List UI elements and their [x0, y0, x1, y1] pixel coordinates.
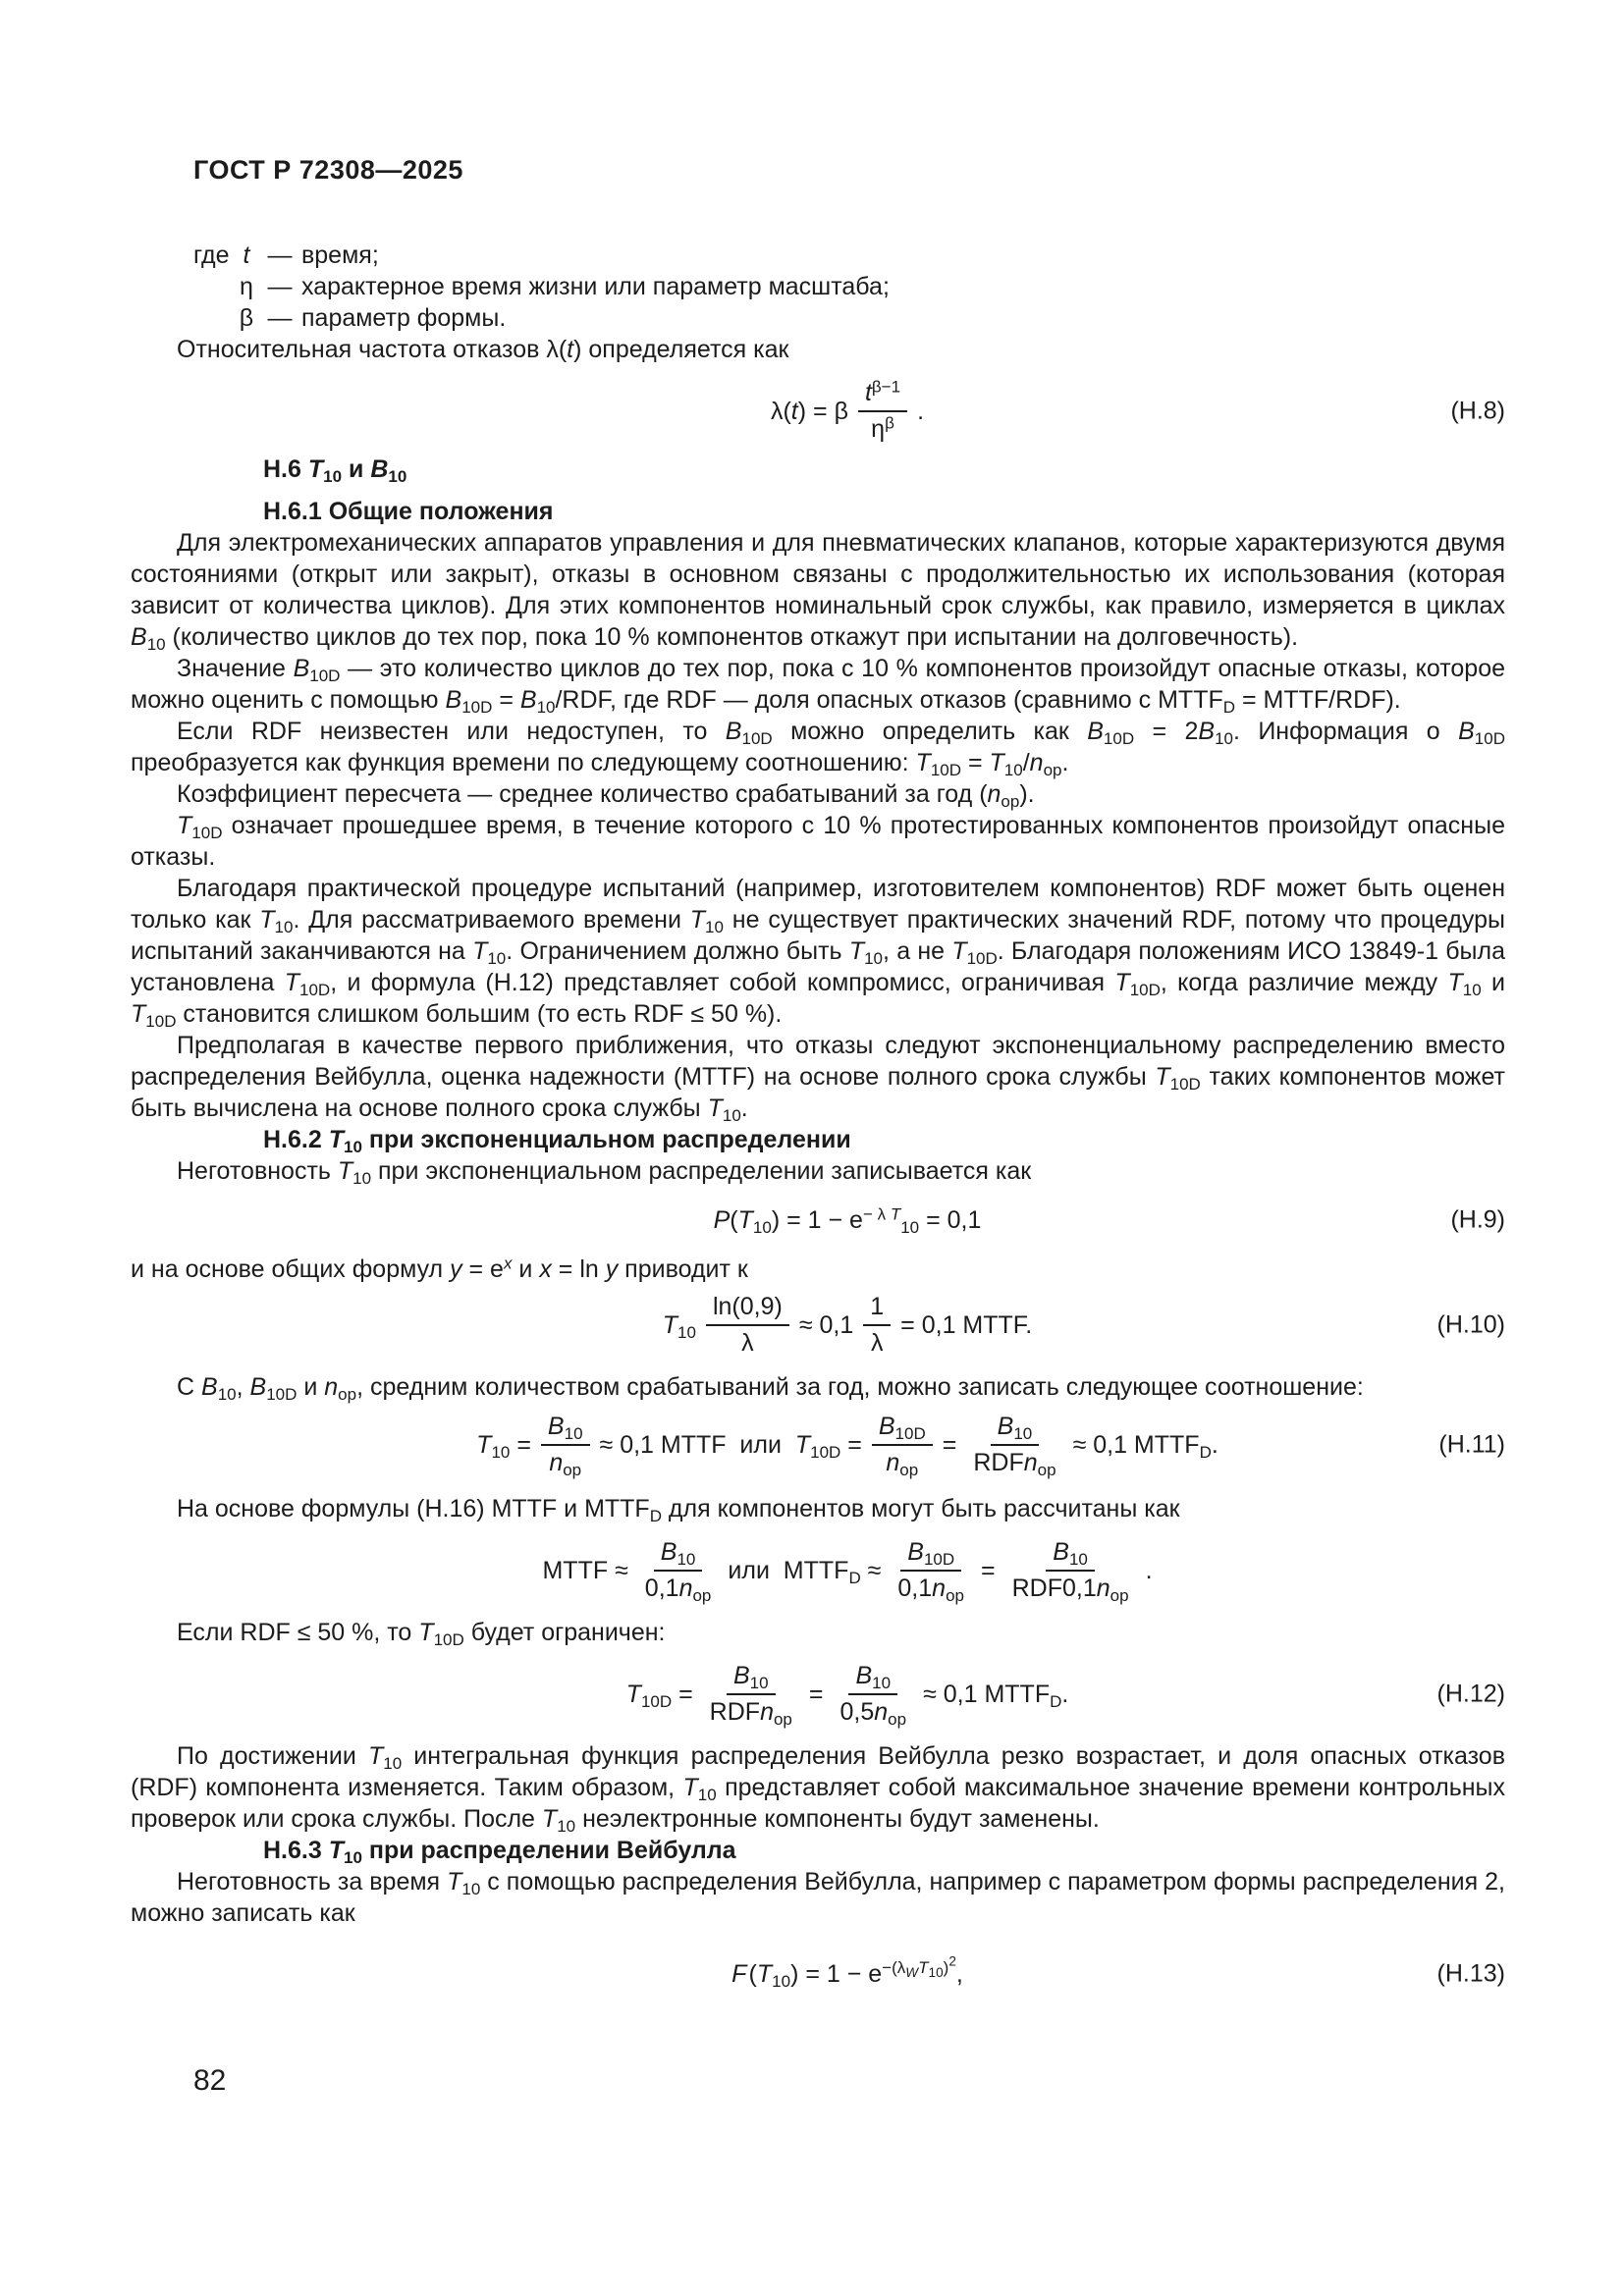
definition-list: [193, 240, 1505, 334]
fraction-denominator: RDFn$_{ор}$: [709, 1698, 792, 1729]
fraction: [706, 1293, 789, 1358]
formula-h8-body: [771, 379, 924, 444]
formula-token: .: [917, 397, 925, 425]
formula-token: =: [942, 1430, 957, 1459]
formula-h11-body: [476, 1413, 1218, 1477]
definition-intro: где: [193, 241, 230, 269]
fraction: [1005, 1538, 1136, 1603]
formula-token: λ(t) = β: [770, 397, 848, 425]
paragraph: Предполагая в качестве первого приближения, что отказы следуют экспоненциальному распределению вместо распределения Вейбулла, оценка надежности (MTTF) на основе полного срока службы $T_{10D}$ таких компонентов может быть вычислена на основе полного срока службы $T_{10}$.: [131, 1032, 1505, 1125]
formula-token: или $MTTF_D$ ≈: [728, 1556, 882, 1587]
formula-token: $T_{10}$: [662, 1310, 696, 1342]
fraction-numerator: ln(0,9): [706, 1293, 789, 1326]
section-heading-h6: Н.6 $Т_{10}$ и $В_{10}$: [263, 455, 407, 486]
formula-token: =: [980, 1556, 996, 1584]
definition-text: время;: [301, 241, 379, 269]
fraction-denominator: RDFn$_{ор}$: [973, 1449, 1056, 1479]
fraction-numerator: $B_{10}$: [541, 1413, 590, 1446]
formula-h10: [131, 1293, 1505, 1358]
formula-h8: [131, 379, 1505, 444]
formula-token: ≈ 0,1 $MTTF_D$.: [1072, 1430, 1218, 1462]
paragraph: $T_{10D}$ означает прошедшее время, в течение которого с 10 % протестированных компонентов произойдут опасные отказы.: [131, 812, 1505, 871]
definition-intro: [193, 271, 235, 302]
fraction-numerator: $B_{10}$: [654, 1538, 703, 1572]
definition-intro: [193, 302, 235, 334]
paragraph: Неготовность за время $T_{10}$ с помощью распределения Вейбулла, например с параметром формы распределения 2, можно записать как: [131, 1868, 1505, 1927]
definition-row: [193, 240, 1505, 271]
fraction-numerator: $B_{10}$: [991, 1413, 1040, 1446]
document-header-title: ГОСТ Р 72308—2025: [193, 155, 463, 185]
fraction: [703, 1662, 799, 1727]
formula-h13-body: [731, 1953, 963, 1991]
formula-h13: [131, 1952, 1505, 1996]
definition-row: [193, 271, 1505, 302]
fraction-numerator: $B_{10}$: [848, 1662, 897, 1695]
definition-dash: —: [267, 273, 293, 300]
paragraph: Если RDF неизвестен или недоступен, то $B_{10D}$ можно определить как $B_{10D} = 2B_{10}$. Информация о $B_{10D}$ преобразуется как функция времени по следующему соотношению: $T_{10D} = T_{10}/n_{ор}$.: [131, 718, 1505, 779]
fraction-numerator: $t^{\beta-1}$: [858, 379, 907, 412]
equation-number: (Н.12): [1436, 1680, 1505, 1708]
formula-token: ≈ 0,1: [798, 1310, 854, 1339]
definition-symbol: β: [239, 304, 254, 332]
equation-number: (Н.8): [1450, 397, 1505, 425]
formula-token: MTTF ≈: [542, 1556, 628, 1584]
formula-h12: [131, 1662, 1505, 1727]
paragraph: Если RDF ≤ 50 %, то $T_{10D}$ будет ограничен:: [177, 1619, 666, 1649]
formula-token: ≈ 0,1 $MTTF_D$.: [923, 1680, 1069, 1711]
equation-number: (Н.9): [1450, 1205, 1505, 1234]
formula-token: F $(T_{10}) = 1 - e^{-(\lambda_WT_{10})^2}$,: [731, 1953, 963, 1991]
paragraph: Коэффициент пересчета — среднее количество срабатываний за год $(n_{ор})$.: [177, 780, 1035, 811]
paragraph: По достижении $T_{10}$ интегральная функция распределения Вейбулла резко возрастает, и доля опасных отказов (RDF) компонента изменяется. Таким образом, $T_{10}$ представляет собой максимальное значение времени контрольных проверок или срока службы. После $T_{10}$ неэлектронные компоненты будут заменены.: [131, 1742, 1505, 1836]
fraction: [966, 1413, 1062, 1477]
fraction-denominator: $0,1n_{ор}$: [644, 1575, 712, 1605]
paragraph: Значение $B_{10D}$ — это количество циклов до тех пор, пока с 10 % компонентов произойдут опасные отказы, которое можно оценить с помощью $B_{10D} = B_{10}/RDF$, где RDF — доля опасных отказов (сравнимо с $MTTF_D$ = MTTF/RDF).: [131, 655, 1506, 717]
formula-token: ≈ 0,1 MTTF или $T_{10D}$ =: [599, 1430, 862, 1462]
formula-token: $T_{10}$ =: [476, 1430, 531, 1462]
fraction: [872, 1413, 933, 1477]
formula-h9: [131, 1199, 1505, 1242]
definition-symbol: η: [240, 273, 253, 300]
formula-h10-body: [663, 1293, 1032, 1358]
equation-number: (Н.10): [1436, 1310, 1505, 1339]
formula-mttf: [131, 1538, 1505, 1603]
paragraph: Благодаря практической процедуре испытаний (например, изготовителем компонентов) RDF может быть оценен только как $T_{10}$. Для рассматриваемого времени $T_{10}$ не существует практических значений RDF, потому что процедуры испытаний заканчиваются на $T_{10}$. Ограничением должно быть $T_{10}$, а не $T_{10D}$. Благодаря положениям ИСО 13849-1 была установлена $T_{10D}$, и формула (Н.12) представляет собой компромисс, ограничивая $T_{10D}$, когда различие между $T_{10}$ и $T_{10D}$ становится слишком большим (то есть RDF ≤ 50 %).: [131, 875, 1506, 1031]
formula-h9-body: [714, 1206, 982, 1235]
section-heading-h63: Н.6.3 $Т_{10}$ при распределении Вейбулла: [263, 1837, 736, 1867]
section-heading-h62: Н.6.2 $Т_{10}$ при экспоненциальном распределении: [263, 1126, 851, 1156]
fraction-numerator: $B_{10D}$: [900, 1538, 961, 1572]
equation-number: (Н.11): [1438, 1430, 1505, 1459]
definition-dash: —: [267, 241, 293, 269]
equation-number: (Н.13): [1436, 1959, 1505, 1988]
fraction-numerator: $B_{10}$: [727, 1662, 776, 1695]
definition-symbol: t: [243, 241, 250, 269]
fraction-numerator: $B_{10}$: [1046, 1538, 1095, 1572]
formula-token: $T_{10D}$ =: [625, 1680, 693, 1711]
paragraph: С $B_{10}$, $B_{10D}$ и $n_{ор}$, средним количеством срабатываний за год, можно записать следующее соотношение:: [177, 1373, 1364, 1404]
fraction: [834, 1662, 914, 1727]
fraction-denominator: $n_{ор}$: [549, 1449, 582, 1479]
definition-dash: —: [267, 304, 293, 332]
fraction-denominator: λ: [741, 1329, 754, 1357]
fraction-denominator: λ: [870, 1329, 884, 1357]
formula-h11: [131, 1413, 1505, 1477]
formula-token: =: [808, 1680, 824, 1708]
paragraph: Неготовность $T_{10}$ при экспоненциальном распределении записывается как: [177, 1157, 1032, 1188]
formula-mttf-body: [542, 1538, 1152, 1603]
definition-row: [193, 302, 1505, 334]
paragraph: Для электромеханических аппаратов управления и для пневматических клапанов, которые характеризуются двумя состояниями (открыт или закрыт), отказы в основном связаны с продолжительностью их использования (которая зависит от количества циклов). Для этих компонентов номинальный срок службы, как правило, измеряется в циклах $B_{10}$ (количество циклов до тех пор, пока 10 % компонентов откажут при испытании на долговечность).: [131, 529, 1505, 654]
formula-token: $P(T_{10}) = 1 - e^{- \lambda T}_{10} = 0,1$: [713, 1204, 982, 1237]
paragraph: и на основе общих формул $y = e^x$ и x = ln y приводит к: [131, 1254, 748, 1283]
fraction: [863, 1293, 891, 1358]
fraction-denominator: $0,5n_{ор}$: [839, 1698, 907, 1729]
fraction-denominator: $\eta^\beta$: [871, 413, 894, 443]
fraction: [891, 1538, 971, 1603]
formula-token: = 0,1 MTTF.: [900, 1310, 1033, 1339]
fraction: [541, 1413, 590, 1477]
fraction-denominator: $RDF0,1n_{ор}$: [1011, 1575, 1129, 1605]
definition-text: характерное время жизни или параметр масштаба;: [301, 273, 890, 300]
fraction: [858, 379, 907, 444]
section-heading-h61: Н.6.1 Общие положения: [263, 498, 554, 525]
fraction: [638, 1538, 719, 1603]
paragraph-intro: Относительная частота отказов λ(t) определяется как: [177, 336, 789, 363]
fraction-numerator: 1: [863, 1293, 891, 1326]
fraction-numerator: $B_{10D}$: [872, 1413, 933, 1446]
fraction-denominator: $n_{ор}$: [886, 1449, 919, 1479]
formula-token: .: [1145, 1556, 1153, 1584]
fraction-denominator: $0,1n_{ор}$: [897, 1575, 964, 1605]
definition-text: параметр формы.: [301, 304, 507, 332]
paragraph: На основе формулы (Н.16) MTTF и $MTTF_D$ для компонентов могут быть рассчитаны как: [177, 1495, 1180, 1525]
text-block: [131, 240, 1505, 1996]
formula-h12-body: [626, 1662, 1069, 1727]
page-number: 82: [193, 2064, 227, 2097]
